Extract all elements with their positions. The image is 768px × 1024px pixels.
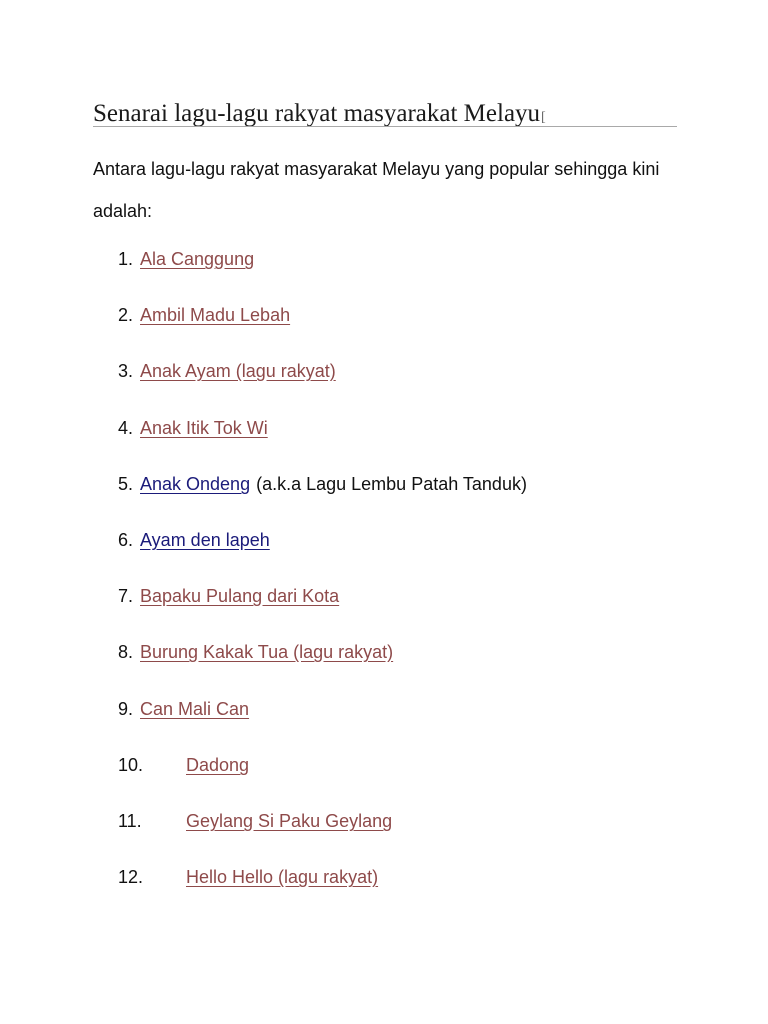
song-link[interactable]: Ayam den lapeh xyxy=(140,530,270,550)
list-item-number: 9. xyxy=(118,699,134,719)
song-link[interactable]: Bapaku Pulang dari Kota xyxy=(140,586,340,606)
list-item-number: 5. xyxy=(118,474,134,494)
song-link[interactable]: Dadong xyxy=(186,755,250,775)
list-item-number: 1. xyxy=(118,249,134,269)
song-link[interactable]: Hello Hello (lagu rakyat) xyxy=(186,867,379,887)
song-alias-text: (a.k.a Lagu Lembu Patah Tanduk) xyxy=(256,474,527,494)
list-item-number: 2. xyxy=(118,305,134,325)
intro-paragraph: Antara lagu-lagu rakyat masyarakat Melayu yang popular sehingga kini adalah: xyxy=(93,159,660,221)
song-link[interactable]: Anak Itik Tok Wi xyxy=(140,418,268,438)
list-item-number: 6. xyxy=(118,530,134,550)
list-item-number: 3. xyxy=(118,361,134,381)
list-item-number: 12. xyxy=(118,867,144,887)
song-link[interactable]: Ala Canggung xyxy=(140,249,255,269)
list-item-number: 11. xyxy=(118,811,142,831)
list-item-number: 4. xyxy=(118,418,134,438)
song-link[interactable]: Anak Ondeng xyxy=(140,474,251,494)
song-link[interactable]: Geylang Si Paku Geylang xyxy=(186,811,393,831)
list-item-number: 10. xyxy=(118,755,144,775)
edit-bracket-icon[interactable]: [ xyxy=(541,110,546,125)
song-link[interactable]: Ambil Madu Lebah xyxy=(140,305,291,325)
section-heading-title: Senarai lagu-lagu rakyat masyarakat Melayu xyxy=(93,100,541,127)
list-item-number: 8. xyxy=(118,642,134,662)
list-item-number: 7. xyxy=(118,586,134,606)
song-link[interactable]: Burung Kakak Tua (lagu rakyat) xyxy=(140,642,394,662)
song-link[interactable]: Anak Ayam (lagu rakyat) xyxy=(140,361,336,381)
song-link[interactable]: Can Mali Can xyxy=(140,699,250,719)
